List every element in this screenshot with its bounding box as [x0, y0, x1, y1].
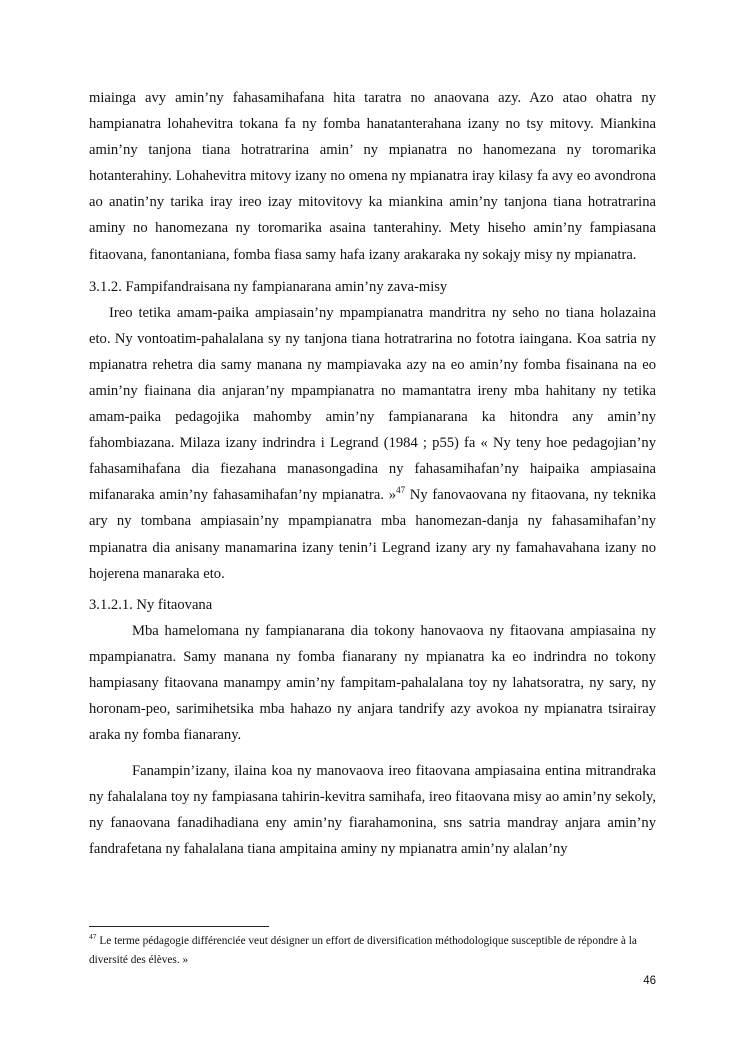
paragraph-legrand-text: Ireo tetika amam-paika ampiasain’ny mpampianatra mandritra ny seho no tiana holazaina eto. Ny vontoatim-pahalalana sy ny tanjona tiana hotratrarina no fototra iaingana. Koa satria ny mpianatra rehetra dia samy manana ny mampiavaka azy na eo amin’ny fomba fisainana na eo amin’ny fiainana dia anjaran’ny mpampianatra no mamantatra ireny mba hahitany ny tetika amam-paika pedagojika mahomby amin’ny fampianarana ka hitondra any amin’ny fahombiazana. Milaza izany indrindra i Legrand (1984 ; p55) fa « Ny teny hoe pedagojian’ny fahasamihafana dia fiezahana manasongadina ny fahasamihafan’ny haipaika ampiasaina mifanaraka amin’ny fahasamihafan’ny mpianatra. »	[89, 304, 656, 504]
footnote-reference[interactable]: 47	[396, 485, 406, 496]
subsection-heading-fitaovana: 3.1.2.1. Ny fitaovana	[89, 596, 213, 613]
paragraph-fanampinizany: Fanampin’izany, ilaina koa ny manovaova ireo fitaovana ampiasaina entina mitrandraka ny fahalalana toy ny fampiasana tahirin-kevitra samihafa, ireo fitaovana misy ao amin’ny sekoly, ny fanaovana fanadihadiana eny amin’ny fiarahamonina, sns satria mandray anjara amin’ny fandrafetana ny fahalalana tiana ampitaina aminy ny mpianatra amin’ny alalan’ny	[89, 763, 656, 858]
footnote	[89, 932, 656, 969]
footnote-text: Le terme pédagogie différenciée veut désigner un effort de diversification méthodologique susceptible de répondre à la diversité des élèves. »	[89, 935, 637, 966]
paragraph-fitaovana: Mba hamelomana ny fampianarana dia tokony hanovaova ny fitaovana ampiasaina ny mpampianatra. Samy manana ny fomba fianarany ny mpianatra ka eo indrindra no tokony hampiasany fitaovana manampy amin’ny fampitam-pahalalana toy ny lahatsoratra, ny sary, ny horonam-peo, sarimihetsika mba hahazo ny anjara tandrify azy avokoa ny mpianatra tsirairay araka ny fomba fianarany.	[89, 622, 656, 744]
footnote-separator	[89, 926, 269, 927]
page-number: 46	[643, 975, 656, 987]
paragraph-legrand	[89, 300, 656, 587]
footnote-number: 47	[89, 932, 97, 942]
paragraph-legrand-continuation: Ny fanovaovana ny fitaovana, ny teknika ary ny tombana ampiasain’ny mpampianatra mba hanomezan-danja ny fahasamihafan’ny mpianatra dia anisany manamarina izany tenin’i Legrand izany ary ny famahavahana izany no hojerena manaraka eto.	[89, 487, 656, 582]
section-heading-3-1-2: 3.1.2. Fampifandraisana ny fampianarana amin’ny zava-misy	[89, 278, 448, 295]
document-page	[89, 85, 656, 863]
paragraph-continuation: miainga avy amin’ny fahasamihafana hita taratra no anaovana azy. Azo atao ohatra ny hampianatra lohahevitra tokana fa ny fomba hanatanterahana izany no tsy mitovy. Miankina amin’ny tanjona tiana hotratrarina amin’ ny mpianatra no hanomezana ny toromarika hotanterahiny. Lohahevitra mitovy izany no omena ny mpianatra iray kilasy fa avy eo avondrona ao anatin’ny tarika iray ireo izay mitovitovy ka miankina amin’ny tanjona tiana hotratrarina aminy no hanomezana ny toromarika asaina tanterahiny. Mety hiseho amin’ny fampiasana fitaovana, fanontaniana, fomba fiasa samy hafa izany arakaraka ny sokajy misy ny mpianatra.	[89, 90, 656, 263]
